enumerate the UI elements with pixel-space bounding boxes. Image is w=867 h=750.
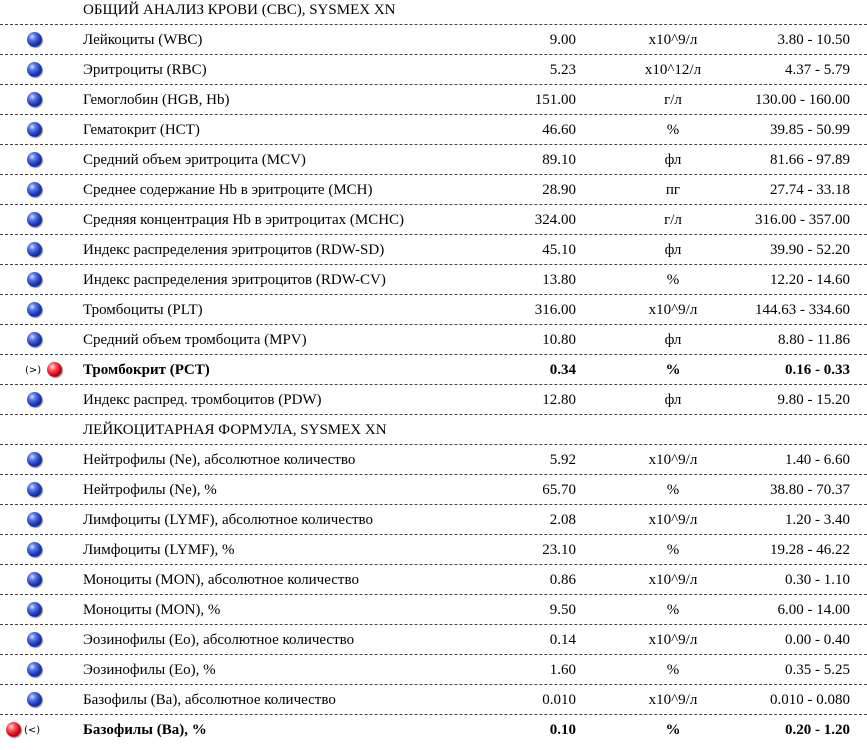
result-name: Индекс распределения эритроцитов (RDW-SD): [83, 242, 385, 258]
result-name: Лейкоциты (WBC): [83, 32, 203, 48]
result-row: [0, 536, 867, 565]
blue-status-dot-icon: [27, 542, 42, 557]
reference-range: 19.28 - 46.22: [770, 542, 850, 558]
result-name: Эритроциты (RBC): [83, 62, 207, 78]
result-row: [0, 266, 867, 295]
result-value: 0.14: [549, 632, 576, 648]
result-unit: г/л: [664, 212, 682, 228]
result-row: [0, 326, 867, 355]
blue-status-dot-icon: [27, 272, 42, 287]
result-unit: x10^9/л: [648, 512, 698, 528]
reference-range: 0.35 - 5.25: [785, 662, 850, 678]
result-row: [0, 446, 867, 475]
section-header: [0, 0, 867, 25]
result-unit: %: [665, 362, 681, 378]
reference-range: 130.00 - 160.00: [755, 92, 850, 108]
result-row: [0, 296, 867, 325]
result-value: 151.00: [534, 92, 576, 108]
blue-status-dot-icon: [27, 632, 42, 647]
reference-range: 0.010 - 0.080: [770, 692, 850, 708]
result-value: 316.00: [534, 302, 576, 318]
result-value: 89.10: [542, 152, 576, 168]
result-unit: %: [666, 272, 680, 288]
result-name: Лимфоциты (LYMF), %: [83, 542, 235, 558]
result-row: [0, 506, 867, 535]
result-row: [0, 566, 867, 595]
reference-range: 1.20 - 3.40: [785, 512, 850, 528]
reference-range: 0.16 - 0.33: [785, 362, 850, 378]
result-value: 9.50: [549, 602, 576, 618]
result-name: Эозинофилы (Eo), абсолютное количество: [83, 632, 355, 648]
result-name: Гемоглобин (HGB, Hb): [83, 92, 230, 108]
result-row: [0, 236, 867, 265]
red-status-dot-icon: [47, 362, 62, 377]
result-value: 28.90: [542, 182, 576, 198]
reference-range: 1.40 - 6.60: [785, 452, 850, 468]
result-unit: x10^9/л: [648, 302, 698, 318]
reference-range: 39.85 - 50.99: [770, 122, 850, 138]
result-value: 13.80: [542, 272, 576, 288]
result-unit: x10^9/л: [648, 572, 698, 588]
result-unit: x10^12/л: [644, 62, 702, 78]
result-value: 10.80: [542, 332, 576, 348]
result-unit: x10^9/л: [648, 632, 698, 648]
high-flag: (>): [25, 365, 42, 376]
result-value: 23.10: [542, 542, 576, 558]
result-name: Моноциты (MON), абсолютное количество: [83, 572, 359, 588]
reference-range: 12.20 - 14.60: [770, 272, 850, 288]
result-name: Моноциты (MON), %: [83, 602, 221, 618]
result-unit: %: [666, 122, 680, 138]
blue-status-dot-icon: [27, 602, 42, 617]
result-row: [0, 596, 867, 625]
result-value: 46.60: [542, 122, 576, 138]
red-status-dot-icon: [6, 722, 21, 737]
result-unit: %: [666, 662, 680, 678]
result-name: Средняя концентрация Hb в эритроцитах (MCHC): [83, 212, 405, 228]
result-row: [0, 86, 867, 115]
blue-status-dot-icon: [27, 92, 42, 107]
result-unit: г/л: [664, 92, 682, 108]
result-value: 2.08: [549, 512, 576, 528]
result-name: Нейтрофилы (Ne), %: [83, 482, 217, 498]
result-unit: %: [666, 602, 680, 618]
reference-range: 27.74 - 33.18: [770, 182, 850, 198]
result-value: 12.80: [542, 392, 576, 408]
result-row: [0, 686, 867, 715]
result-name: Гематокрит (HCT): [83, 122, 200, 138]
result-value: 324.00: [534, 212, 576, 228]
result-unit: фл: [664, 242, 682, 258]
result-row: [0, 626, 867, 655]
blue-status-dot-icon: [27, 302, 42, 317]
reference-range: 6.00 - 14.00: [777, 602, 850, 618]
result-value: 65.70: [542, 482, 576, 498]
section-header: [0, 416, 867, 445]
reference-range: 316.00 - 357.00: [755, 212, 850, 228]
result-unit: фл: [664, 332, 682, 348]
blue-status-dot-icon: [27, 32, 42, 47]
result-row: [0, 116, 867, 145]
result-row: [0, 26, 867, 55]
reference-range: 0.20 - 1.20: [785, 722, 850, 738]
blue-status-dot-icon: [27, 692, 42, 707]
result-row: [0, 656, 867, 685]
result-name: Среднее содержание Hb в эритроците (MCH): [83, 182, 373, 198]
blue-status-dot-icon: [27, 182, 42, 197]
result-value: 45.10: [542, 242, 576, 258]
section-title: ОБЩИЙ АНАЛИЗ КРОВИ (CBC), SYSMEX XN: [83, 2, 396, 18]
result-value: 0.10: [549, 722, 576, 738]
blue-status-dot-icon: [27, 242, 42, 257]
result-name: Тромбокрит (PCT): [83, 362, 210, 378]
result-name: Средний объем эритроцита (MCV): [83, 152, 306, 168]
result-name: Базофилы (Ba), абсолютное количество: [83, 692, 336, 708]
result-unit: фл: [664, 152, 682, 168]
result-unit: %: [666, 542, 680, 558]
reference-range: 8.80 - 11.86: [778, 332, 850, 348]
result-value: 5.23: [549, 62, 576, 78]
result-name: Лимфоциты (LYMF), абсолютное количество: [83, 512, 374, 528]
reference-range: 9.80 - 15.20: [777, 392, 850, 408]
result-unit: x10^9/л: [648, 692, 698, 708]
result-unit: %: [665, 722, 681, 738]
result-row: [0, 56, 867, 85]
blue-status-dot-icon: [27, 122, 42, 137]
result-name: Базофилы (Ba), %: [83, 722, 207, 738]
result-name: Эозинофилы (Eo), %: [83, 662, 216, 678]
result-value: 0.34: [549, 362, 576, 378]
section-title: ЛЕЙКОЦИТАРНАЯ ФОРМУЛА, SYSMEX XN: [83, 422, 387, 438]
reference-range: 81.66 - 97.89: [770, 152, 850, 168]
blue-status-dot-icon: [27, 62, 42, 77]
result-unit: %: [666, 482, 680, 498]
reference-range: 3.80 - 10.50: [777, 32, 850, 48]
result-value: 1.60: [549, 662, 576, 678]
reference-range: 39.90 - 52.20: [770, 242, 850, 258]
result-name: Нейтрофилы (Ne), абсолютное количество: [83, 452, 356, 468]
blue-status-dot-icon: [27, 152, 42, 167]
result-unit: x10^9/л: [648, 32, 698, 48]
result-unit: пг: [665, 182, 681, 198]
reference-range: 144.63 - 334.60: [755, 302, 850, 318]
result-row: [0, 206, 867, 235]
result-value: 0.86: [549, 572, 576, 588]
blue-status-dot-icon: [27, 392, 42, 407]
blue-status-dot-icon: [27, 482, 42, 497]
reference-range: 0.30 - 1.10: [785, 572, 850, 588]
result-name: Индекс распред. тромбоцитов (PDW): [83, 392, 322, 408]
result-row: [0, 176, 867, 205]
blue-status-dot-icon: [27, 572, 42, 587]
result-name: Тромбоциты (PLT): [83, 302, 203, 318]
blue-status-dot-icon: [27, 452, 42, 467]
result-unit: x10^9/л: [648, 452, 698, 468]
result-row: [0, 146, 867, 175]
result-row: [0, 356, 867, 385]
result-value: 9.00: [549, 32, 576, 48]
low-flag: (<): [24, 725, 41, 736]
blue-status-dot-icon: [27, 512, 42, 527]
result-row: [0, 716, 867, 745]
blue-status-dot-icon: [27, 662, 42, 677]
result-name: Средний объем тромбоцита (MPV): [83, 332, 307, 348]
result-name: Индекс распределения эритроцитов (RDW-CV): [83, 272, 386, 288]
result-value: 5.92: [549, 452, 576, 468]
blue-status-dot-icon: [27, 212, 42, 227]
result-unit: фл: [664, 392, 682, 408]
reference-range: 38.80 - 70.37: [770, 482, 850, 498]
blue-status-dot-icon: [27, 332, 42, 347]
reference-range: 0.00 - 0.40: [785, 632, 850, 648]
reference-range: 4.37 - 5.79: [785, 62, 850, 78]
result-row: [0, 476, 867, 505]
result-value: 0.010: [542, 692, 576, 708]
result-row: [0, 386, 867, 415]
